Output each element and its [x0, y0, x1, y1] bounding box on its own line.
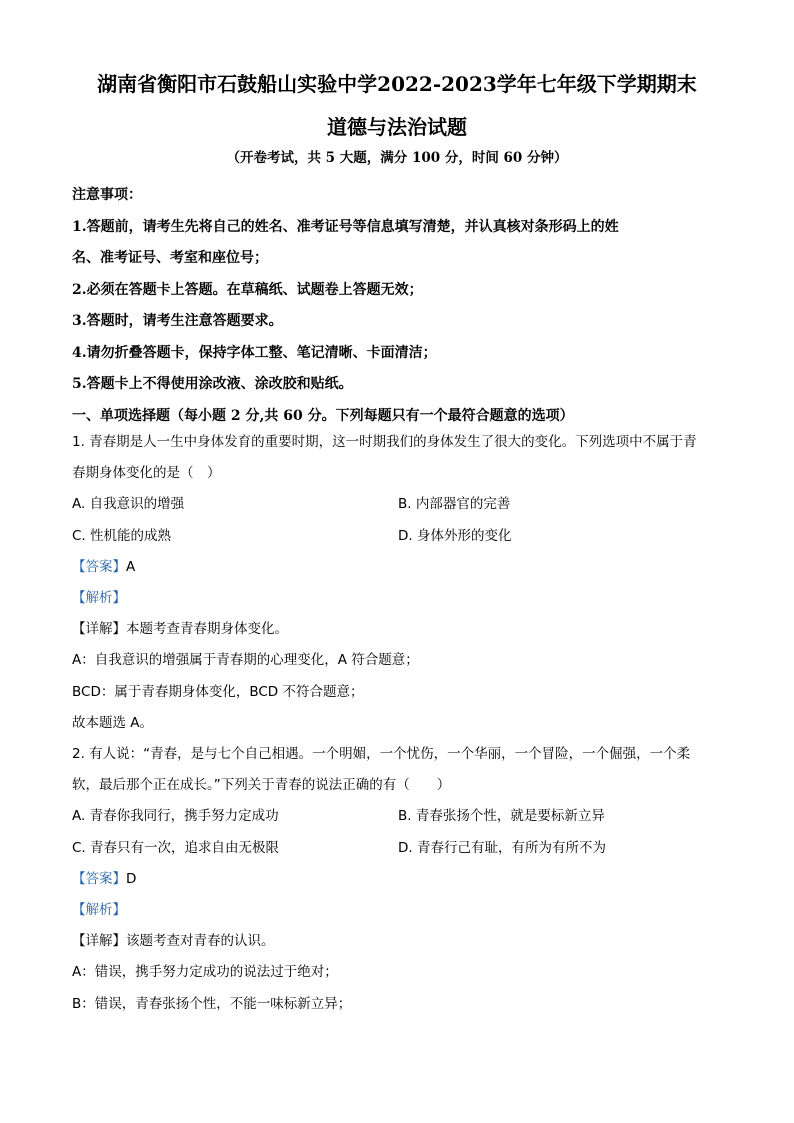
option-d: D. 身体外形的变化 — [398, 527, 512, 544]
notes-item: 1.答题前，请考生先将自己的姓名、准考证号等信息填写清楚，并认真核对条形码上的姓 — [72, 218, 619, 235]
question-1-analysis — [72, 583, 742, 614]
exam-title-line1: 湖南省衡阳市石鼓船山实验中学2022-2023学年七年级下学期期末 — [97, 72, 697, 96]
question-2-options — [72, 801, 742, 863]
notes-item: 5.答题卡上不得使用涂改液、涂改胶和贴纸。 — [72, 376, 353, 392]
question-2-detail — [72, 926, 742, 957]
option-c: C. 青春只有一次，追求自由无极限 — [72, 839, 280, 856]
notes-heading: 注意事项： — [72, 187, 142, 203]
section-heading: 一、单项选择题（每小题 2 分,共 60 分。下列每题只有一个最符合题意的选项） — [72, 407, 574, 424]
option-b: B. 内部器官的完善 — [398, 496, 511, 513]
question-1-detail — [72, 614, 742, 645]
option-b: B. 青春张扬个性，就是要标新立异 — [398, 808, 605, 825]
question-1-explain-line: A：自我意识的增强属于青春期的心理变化，A 符合题意； — [72, 652, 419, 669]
answer-tag: 【答案】 — [72, 870, 126, 887]
detail-text: 该题考查对青春的认识。 — [126, 933, 275, 950]
answer-value: D — [126, 870, 137, 887]
exam-info: （开卷考试，共 5 大题，满分 100 分，时间 60 分钟） — [226, 150, 568, 166]
question-2-explain-line: B：错误，青春张扬个性，不能一味标新立异； — [72, 995, 352, 1012]
question-1-answer — [72, 552, 742, 583]
detail-tag: 【详解】 — [72, 933, 126, 950]
answer-value: A — [126, 558, 136, 575]
notes-item: 名、准考证号、考室和座位号； — [72, 250, 268, 266]
notes-item: 3.答题时，请考生注意答题要求。 — [72, 313, 283, 329]
exam-title-line2: 道德与法治试题 — [327, 115, 467, 139]
option-a: A. 自我意识的增强 — [72, 496, 185, 513]
question-1-explain-line: BCD：属于青春期身体变化，BCD 不符合题意； — [72, 683, 364, 700]
notes-section — [72, 180, 734, 432]
detail-text: 本题考查青春期身体变化。 — [126, 621, 288, 638]
notes-item: 4.请勿折叠答题卡，保持字体工整、笔记清晰、卡面清洁； — [72, 344, 437, 361]
question-2-answer — [72, 864, 742, 895]
question-2-explain-line: A：错误，携手努力定成功的说法过于绝对； — [72, 964, 338, 981]
question-1-options — [72, 489, 742, 551]
option-d: D. 青春行己有耻，有所为有所不为 — [398, 839, 606, 856]
notes-item: 2.必须在答题卡上答题。在草稿纸、试题卷上答题无效； — [72, 281, 423, 298]
answer-tag: 【答案】 — [72, 558, 126, 575]
option-c: C. 性机能的成熟 — [72, 527, 172, 544]
option-a: A. 青春你我同行，携手努力定成功 — [72, 808, 279, 825]
question-2-analysis — [72, 895, 742, 926]
question-1-stem-cont: 春期身体变化的是（ ） — [72, 465, 221, 482]
questions-body — [72, 427, 742, 1020]
detail-tag: 【详解】 — [72, 621, 126, 638]
analysis-tag: 【解析】 — [72, 590, 126, 607]
question-2-stem: 2. 有人说：“青春，是与七个自己相遇。一个明媚，一个忧伤，一个华丽，一个冒险，一个倔强，一个柔 — [72, 746, 691, 763]
analysis-tag: 【解析】 — [72, 902, 126, 919]
question-1-explain-line: 故本题选 A。 — [72, 714, 154, 731]
question-2-stem-cont: 软，最后那个正在成长。”下列关于青春的说法正确的有（ ） — [72, 777, 451, 794]
question-1-stem: 1. 青春期是人一生中身体发育的重要时期，这一时期我们的身体发生了很大的变化。下列选项中不属于青 — [72, 434, 697, 450]
